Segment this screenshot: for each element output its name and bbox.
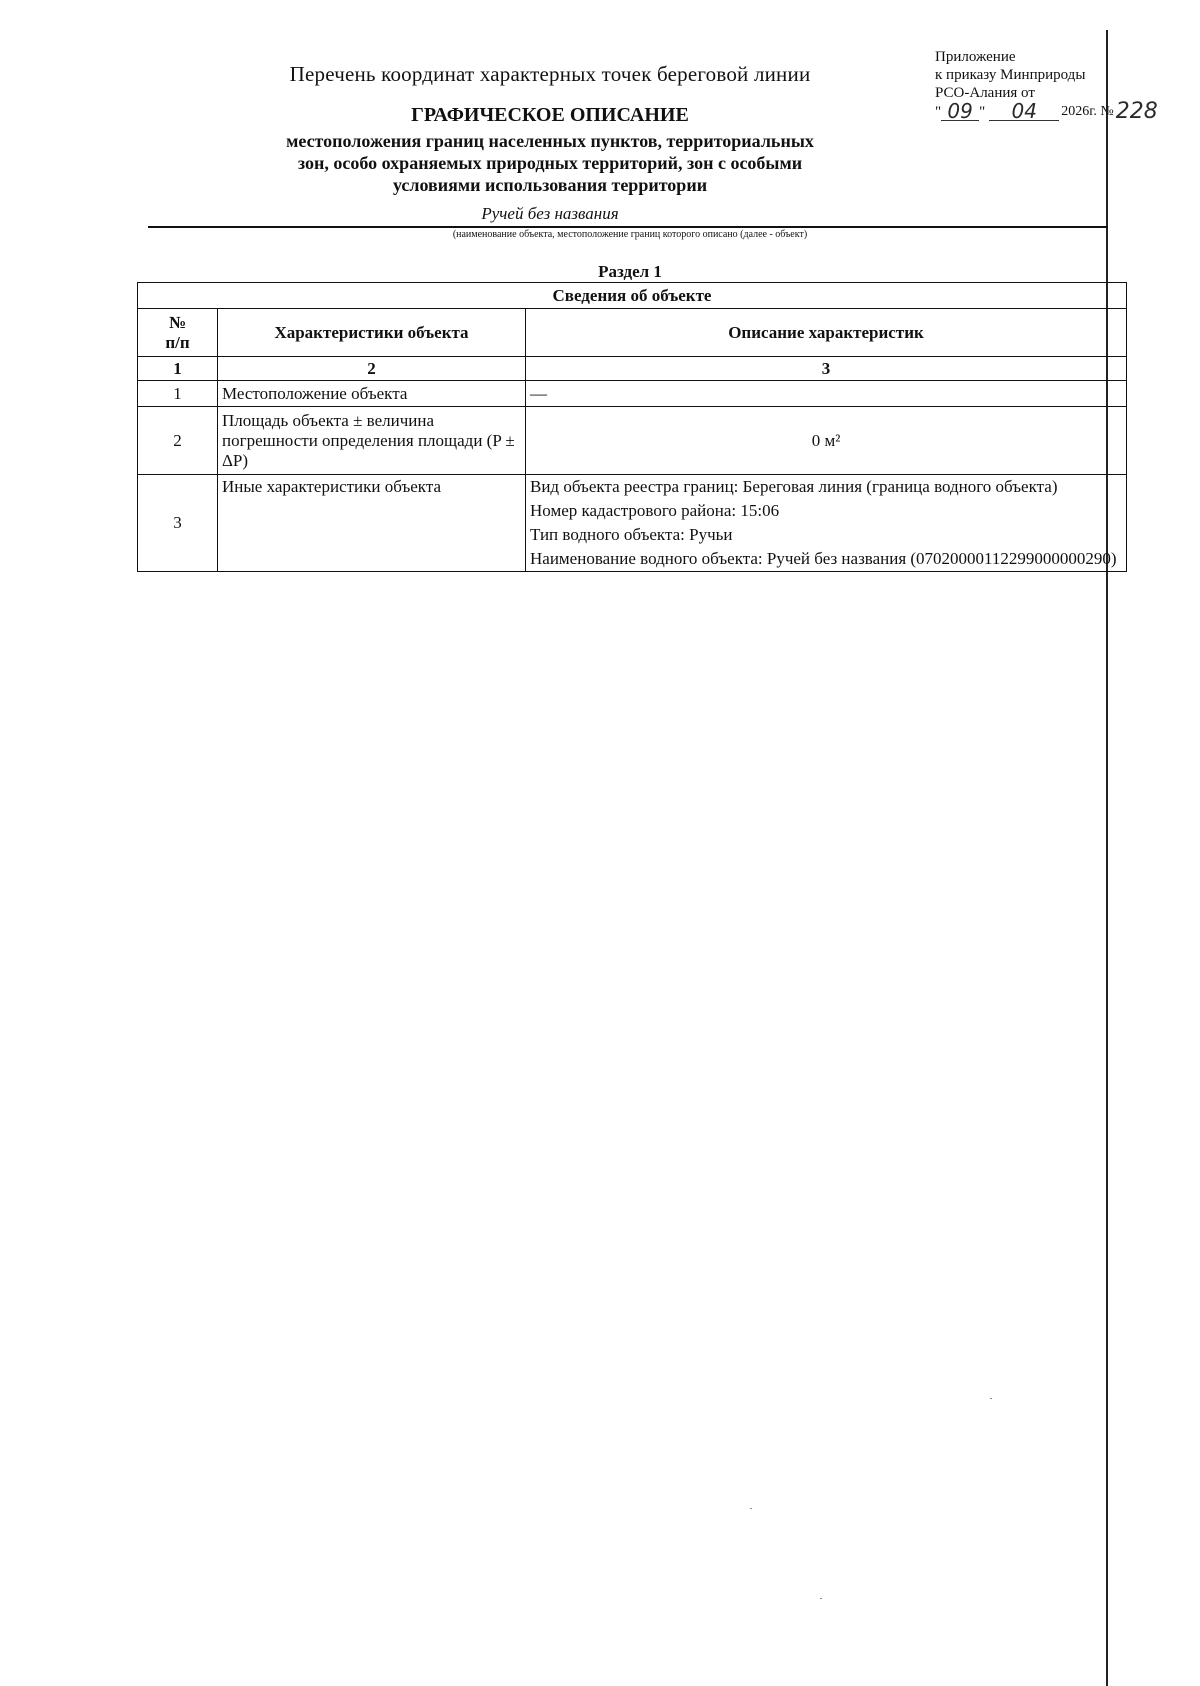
list-title: Перечень координат характерных точек береговой линии bbox=[289, 62, 811, 86]
table-caption: Сведения об объекте bbox=[138, 283, 1127, 309]
table-row bbox=[138, 407, 1127, 475]
appendix-order-ref: к приказу Минприроды bbox=[935, 67, 1086, 83]
handwritten-day: 09 bbox=[941, 102, 979, 121]
description-line: Вид объекта реестра границ: Береговая линия (граница водного объекта) bbox=[530, 477, 1058, 496]
description-line: Наименование водного объекта: Ручей без названия (07020000112299000000290) bbox=[530, 549, 1117, 568]
year-number-label: 2026г. № bbox=[1061, 104, 1114, 119]
table-row bbox=[138, 381, 1127, 407]
row-number: 2 bbox=[138, 407, 218, 475]
object-name: Ручей без названия bbox=[481, 204, 619, 223]
column-number: 1 bbox=[138, 357, 218, 381]
quote-close: " bbox=[979, 104, 986, 120]
header-number bbox=[138, 309, 218, 357]
header-number-abbr: п/п bbox=[165, 332, 190, 352]
appendix-block bbox=[935, 48, 1175, 124]
section-title: Раздел 1 bbox=[598, 262, 662, 281]
subtitle-line: зон, особо охраняемых природных территорий, зон с особыми bbox=[297, 153, 803, 173]
description-line: Номер кадастрового района: 15:06 bbox=[530, 501, 780, 520]
scan-speck bbox=[990, 1398, 992, 1399]
scan-speck bbox=[820, 1598, 822, 1599]
column-number: 2 bbox=[218, 357, 526, 381]
table-row bbox=[138, 475, 1127, 572]
row-number: 1 bbox=[138, 381, 218, 407]
appendix-date-line bbox=[935, 99, 1175, 124]
header-number-symbol: № bbox=[168, 312, 187, 332]
description-line: Тип водного объекта: Ручьи bbox=[530, 525, 733, 544]
subtitle-line: местоположения границ населенных пунктов, территориальных bbox=[286, 131, 814, 151]
row-number: 3 bbox=[138, 475, 218, 572]
subtitle bbox=[150, 130, 950, 196]
row-characteristic: Площадь объекта ± величина погрешности определения площади (P ± ΔP) bbox=[218, 407, 526, 475]
scan-speck bbox=[750, 1508, 752, 1509]
column-number: 3 bbox=[526, 357, 1127, 381]
object-info-table bbox=[137, 282, 1127, 572]
main-title: ГРАФИЧЕСКОЕ ОПИСАНИЕ bbox=[411, 104, 689, 126]
row-description bbox=[526, 475, 1127, 572]
row-description: 0 м² bbox=[526, 407, 1127, 475]
handwritten-month: 04 bbox=[989, 102, 1059, 121]
header-characteristic: Характеристики объекта bbox=[218, 309, 526, 357]
quote-open: " bbox=[935, 104, 942, 120]
row-description: — bbox=[526, 381, 1127, 407]
row-characteristic: Местоположение объекта bbox=[218, 381, 526, 407]
object-name-underline bbox=[148, 226, 1108, 228]
row-characteristic: Иные характеристики объекта bbox=[218, 475, 526, 572]
appendix-region: РСО-Алания от bbox=[935, 85, 1035, 101]
table-header-row bbox=[138, 309, 1127, 357]
appendix-label: Приложение bbox=[935, 49, 1016, 65]
subtitle-line: условиями использования территории bbox=[392, 175, 708, 195]
table-column-numbers-row bbox=[138, 357, 1127, 381]
handwritten-order-number: 228 bbox=[1115, 99, 1158, 124]
object-caption: (наименование объекта, местоположение границ которого описано (далее - объект) bbox=[452, 229, 808, 240]
header-description: Описание характеристик bbox=[526, 309, 1127, 357]
